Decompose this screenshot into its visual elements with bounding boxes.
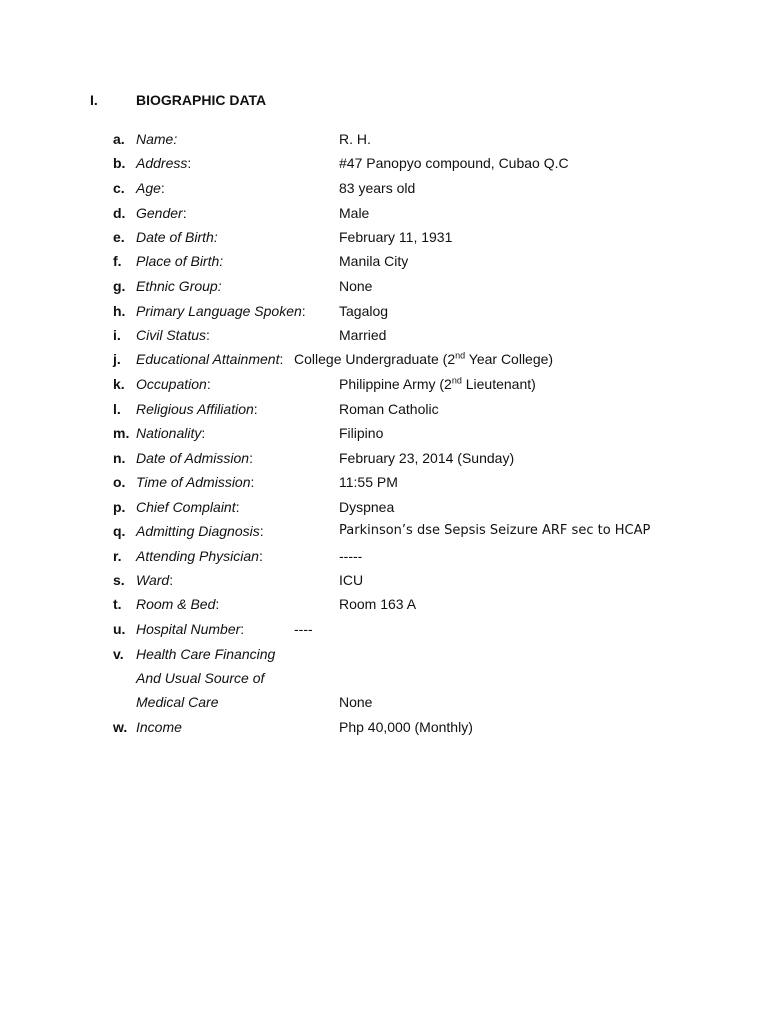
field-label: Room & Bed: — [136, 596, 220, 612]
field-value: Tagalog — [339, 303, 389, 319]
field-label: Income — [136, 719, 182, 735]
field-row-hospital-number — [0, 621, 768, 643]
section-number: I. — [90, 92, 98, 108]
item-letter: u. — [113, 621, 126, 637]
field-label: Name: — [136, 131, 178, 147]
field-value: College Undergraduate (2nd Year College) — [294, 350, 554, 367]
field-label: Ward: — [136, 572, 174, 588]
item-letter: t. — [113, 596, 122, 612]
item-letter: a. — [113, 131, 125, 147]
item-letter: p. — [113, 499, 126, 515]
field-row-religious-affiliation — [0, 401, 768, 423]
field-value: Room 163 A — [339, 596, 417, 612]
field-value: Roman Catholic — [339, 401, 439, 417]
field-value: Parkinson’s dse Sepsis Seizure ARF sec to HCAP — [339, 523, 651, 538]
field-label: Address: — [136, 155, 192, 171]
field-value: Php 40,000 (Monthly) — [339, 719, 473, 735]
field-row-educational-attainment — [0, 351, 768, 373]
field-row-place-of-birth — [0, 253, 768, 275]
field-row-occupation — [0, 376, 768, 398]
field-value: Married — [339, 327, 387, 343]
field-label: Age: — [136, 180, 165, 196]
field-label: Admitting Diagnosis: — [136, 523, 264, 539]
field-value: Filipino — [339, 425, 384, 441]
item-letter: m. — [113, 425, 130, 441]
item-letter: f. — [113, 253, 122, 269]
field-label: Civil Status: — [136, 327, 210, 343]
field-row-ward — [0, 572, 768, 594]
field-row-attending-physician — [0, 548, 768, 570]
field-row-medical-care — [0, 694, 768, 716]
field-label: Occupation: — [136, 376, 211, 392]
item-letter: i. — [113, 327, 121, 343]
field-value: February 23, 2014 (Sunday) — [339, 450, 515, 466]
field-value: R. H. — [339, 131, 371, 147]
field-value: ICU — [339, 572, 364, 588]
field-row-health-care-financing — [0, 646, 768, 668]
item-letter: e. — [113, 229, 125, 245]
item-letter: n. — [113, 450, 126, 466]
field-value: Philippine Army (2nd Lieutenant) — [339, 375, 536, 392]
field-row-nationality — [0, 425, 768, 447]
field-row-date-of-admission — [0, 450, 768, 472]
field-row-age — [0, 180, 768, 202]
field-row-health-care-financing-cont — [0, 670, 768, 692]
field-label: Medical Care — [136, 694, 219, 710]
field-row-income — [0, 719, 768, 741]
item-letter: w. — [113, 719, 128, 735]
field-row-name — [0, 131, 768, 153]
field-label: Ethnic Group: — [136, 278, 222, 294]
field-value: ----- — [339, 548, 363, 564]
item-letter: s. — [113, 572, 125, 588]
field-row-gender — [0, 205, 768, 227]
field-row-chief-complaint — [0, 499, 768, 521]
field-row-room-and-bed — [0, 596, 768, 618]
item-letter: q. — [113, 523, 126, 539]
field-label: Date of Admission: — [136, 450, 253, 466]
item-letter: v. — [113, 646, 124, 662]
item-letter: c. — [113, 180, 125, 196]
field-label: Chief Complaint: — [136, 499, 240, 515]
field-row-primary-language — [0, 303, 768, 325]
field-label: Educational Attainment: — [136, 351, 284, 367]
field-row-civil-status — [0, 327, 768, 349]
field-label: Religious Affiliation: — [136, 401, 258, 417]
item-letter: h. — [113, 303, 126, 319]
item-letter: g. — [113, 278, 126, 294]
field-value: February 11, 1931 — [339, 229, 453, 245]
field-label: Gender: — [136, 205, 187, 221]
field-label: Attending Physician: — [136, 548, 263, 564]
field-label: Primary Language Spoken: — [136, 303, 306, 319]
field-label: Hospital Number: — [136, 621, 245, 637]
item-letter: o. — [113, 474, 126, 490]
field-value: 83 years old — [339, 180, 416, 196]
item-letter: d. — [113, 205, 126, 221]
field-label: Place of Birth: — [136, 253, 224, 269]
field-row-ethnic-group — [0, 278, 768, 300]
item-letter: b. — [113, 155, 126, 171]
field-row-date-of-birth — [0, 229, 768, 251]
item-letter: l. — [113, 401, 121, 417]
field-label: Nationality: — [136, 425, 206, 441]
field-row-time-of-admission — [0, 474, 768, 496]
field-value: Dyspnea — [339, 499, 395, 515]
field-value: 11:55 PM — [339, 474, 398, 490]
field-label: And Usual Source of — [136, 670, 265, 686]
field-label: Health Care Financing — [136, 646, 276, 662]
section-title: BIOGRAPHIC DATA — [136, 92, 267, 108]
item-letter: r. — [113, 548, 122, 564]
field-value: Manila City — [339, 253, 409, 269]
field-value: None — [339, 694, 373, 710]
field-row-admitting-diagnosis — [0, 523, 768, 545]
field-value: #47 Panopyo compound, Cubao Q.C — [339, 155, 569, 171]
field-value: None — [339, 278, 373, 294]
field-row-address — [0, 155, 768, 177]
field-label: Time of Admission: — [136, 474, 255, 490]
field-value: ---- — [294, 621, 313, 637]
field-value: Male — [339, 205, 370, 221]
item-letter: k. — [113, 376, 125, 392]
item-letter: j. — [113, 351, 121, 367]
field-label: Date of Birth: — [136, 229, 218, 245]
